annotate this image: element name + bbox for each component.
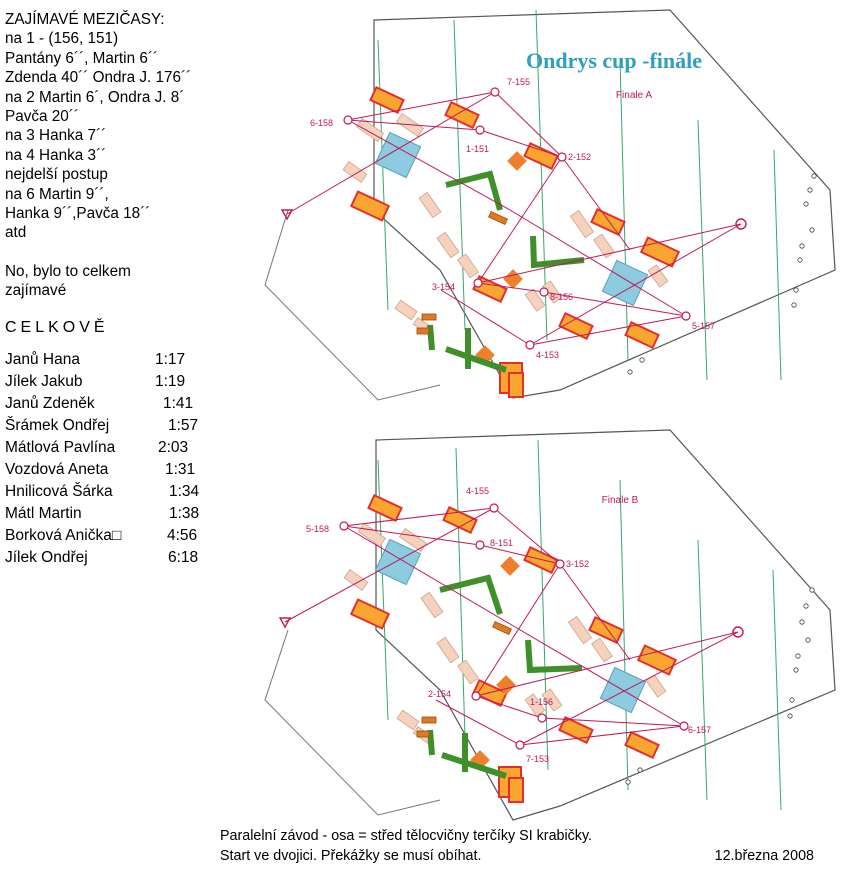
result-time: 1:57 [168, 416, 199, 434]
result-row [5, 349, 210, 371]
grid-line [454, 20, 465, 330]
course-line [287, 92, 741, 345]
beam [422, 314, 436, 320]
result-row [5, 393, 210, 415]
control-label: 1-151 [466, 144, 490, 154]
obstacle-block [570, 210, 593, 237]
bollard-dot [790, 698, 794, 702]
obstacle-block [437, 232, 459, 257]
obstacle-block [458, 660, 479, 684]
result-row [5, 415, 210, 437]
result-name: Mátl Martin [5, 504, 82, 522]
control-circle [526, 341, 534, 349]
obstacle-box [625, 732, 658, 757]
obstacle-block [437, 637, 459, 662]
control-circle [556, 560, 564, 568]
control-label: 1-156 [530, 697, 554, 707]
panel-label: Finale B [601, 495, 639, 506]
green-bar [430, 325, 432, 350]
note-line: Pantány 6´´, Martin 6´´ [5, 49, 159, 67]
results-list [5, 349, 210, 569]
green-bar [440, 578, 500, 614]
green-bar [446, 349, 506, 370]
obstacle-box [589, 617, 622, 642]
obstacle-box [368, 495, 401, 520]
grid-line [698, 120, 707, 380]
diamond-marker [503, 269, 523, 289]
grid-line [698, 540, 707, 800]
control-circle [340, 522, 348, 530]
result-row [5, 525, 210, 547]
result-name: Borková Anička□ [5, 526, 122, 544]
note-line: na 2 Martin 6´, Ondra J. 8´ [5, 88, 185, 106]
obstacle-box [559, 313, 592, 338]
bollard-dot [792, 303, 796, 307]
finale-b-map [265, 430, 835, 820]
control-label: 8-151 [490, 538, 514, 548]
grid-line [773, 570, 781, 810]
obstacle-block [592, 638, 613, 662]
note-line: nejdelší postup [5, 166, 108, 184]
panel-label: Finale A [615, 90, 653, 101]
note-line: na 6 Martin 9´´, [5, 185, 109, 203]
control-label: 3-152 [566, 559, 590, 569]
bollard-dot [806, 638, 810, 642]
note-line: ZAJÍMAVÉ MEZIČASY: [5, 11, 165, 28]
result-row [5, 547, 210, 569]
footer-line-1: Paralelní závod - osa = střed tělocvičny terčíky SI krabičky. [220, 828, 592, 844]
bollard-dot [640, 358, 644, 362]
bollard-dot [800, 620, 804, 624]
bollard-dot [804, 604, 808, 608]
control-circle [490, 504, 498, 512]
result-name: Mátlová Pavlína [5, 438, 116, 456]
bollard-dot [794, 668, 798, 672]
bollard-dot [626, 780, 630, 784]
result-name: Janů Hana [5, 350, 80, 368]
course-leg [441, 290, 530, 345]
bollard-dot [810, 228, 814, 232]
obstacle-box [445, 102, 478, 127]
control-label: 5-158 [306, 524, 330, 534]
control-label: 2-154 [428, 689, 452, 699]
result-name: Šrámek Ondřej [5, 416, 110, 434]
result-row [5, 437, 210, 459]
bollard-dot [798, 258, 802, 262]
note-line: na 4 Hanka 3´´ [5, 146, 107, 164]
control-circle [476, 126, 484, 134]
orienteering-map [210, 0, 849, 825]
control-label: 3-154 [432, 282, 456, 292]
control-label: 7-153 [526, 754, 550, 764]
green-bar [528, 640, 582, 670]
footer-note [220, 826, 840, 866]
bollard-dot [810, 588, 814, 592]
control-circle [476, 541, 484, 549]
control-label: 4-155 [466, 486, 490, 496]
overall-heading: CELKOVĚ [5, 318, 109, 336]
note-line: Hanka 9´´,Pavča 18´´ [5, 205, 151, 223]
result-row [5, 459, 210, 481]
result-time: 4:56 [167, 526, 198, 544]
control-label: 8-156 [550, 292, 574, 302]
result-time: 1:17 [155, 350, 186, 368]
control-circle [472, 692, 480, 700]
control-circle [540, 288, 548, 296]
obstacle-block [419, 192, 441, 217]
obstacle-block [458, 254, 479, 278]
result-name: Jílek Ondřej [5, 548, 88, 566]
footer-line-2: Start ve dvojici. Překážky se musí obíhat. [220, 848, 482, 864]
control-label: 7-155 [507, 77, 531, 87]
course-leg [562, 157, 630, 250]
result-name: Vozdová Aneta [5, 460, 109, 478]
result-time: 1:31 [165, 460, 196, 478]
bollard-dot [638, 768, 642, 772]
note-line: Pavča 20´´ [5, 108, 79, 126]
result-name: Hnilicová Šárka [5, 482, 113, 500]
beam [422, 717, 436, 723]
obstacle-block [397, 710, 419, 730]
conclusion-line: No, bylo to celkem [5, 262, 131, 280]
control-circle [344, 116, 352, 124]
conclusion-line: zajímavé [5, 282, 67, 300]
control-label: 5-157 [692, 321, 716, 331]
split-notes [5, 10, 210, 243]
control-circle [474, 279, 482, 287]
obstacle-box [509, 778, 523, 802]
control-label: 2-152 [568, 152, 592, 162]
control-circle [516, 741, 524, 749]
bollard-dot [804, 202, 808, 206]
grid-line [378, 40, 388, 310]
control-circle [491, 88, 499, 96]
result-row [5, 503, 210, 525]
obstacle-box [638, 646, 676, 675]
blue-mat [602, 260, 647, 305]
footer-date: 12.března 2008 [714, 848, 814, 864]
result-time: 2:03 [158, 438, 189, 456]
course-leg [478, 224, 741, 283]
obstacle-block [421, 592, 443, 617]
result-time: 1:38 [169, 504, 200, 522]
bollard-dot [812, 174, 816, 178]
grid-line [620, 60, 628, 360]
result-name: Janů Zdeněk [5, 394, 95, 412]
obstacle-block [568, 616, 591, 643]
start-triangle [280, 618, 290, 627]
note-line: na 1 - (156, 151) [5, 30, 119, 48]
bollard-dot [788, 714, 792, 718]
grid-line [774, 150, 781, 380]
map-title: Ondrys cup -finále [525, 48, 703, 73]
left-panel [5, 10, 210, 569]
bollard-dot [794, 288, 798, 292]
result-time: 1:41 [163, 394, 194, 412]
result-row [5, 371, 210, 393]
result-time: 1:19 [155, 372, 186, 390]
obstacle-box [509, 373, 523, 397]
bollard-dot [796, 654, 800, 658]
conclusion-note [5, 262, 210, 301]
note-line: na 3 Hanka 7´´ [5, 127, 107, 145]
bollard-dot [628, 370, 632, 374]
diamond-marker [500, 556, 520, 576]
control-circle [558, 153, 566, 161]
bollard-dot [808, 188, 812, 192]
diamond-marker [507, 151, 527, 171]
note-line: atd [5, 224, 27, 242]
beam [489, 211, 508, 224]
control-label: 6-157 [688, 725, 712, 735]
note-line: Zdenda 40´´ Ondra J. 176´´ [5, 69, 192, 87]
control-circle [680, 722, 688, 730]
green-bar [430, 730, 432, 755]
control-label: 6-158 [310, 118, 334, 128]
control-circle [538, 714, 546, 722]
result-time: 1:34 [169, 482, 200, 500]
result-row [5, 481, 210, 503]
beam [417, 731, 429, 737]
obstacle-block [395, 300, 417, 320]
wall-outline [265, 210, 440, 400]
obstacle-box [351, 192, 389, 221]
obstacle-box [370, 87, 403, 112]
control-circle [682, 312, 690, 320]
result-name: Jílek Jakub [5, 372, 83, 390]
beam [417, 328, 429, 334]
result-time: 6:18 [168, 548, 199, 566]
obstacle-box [591, 209, 624, 234]
bollard-dot [800, 244, 804, 248]
control-label: 4-153 [536, 350, 560, 360]
